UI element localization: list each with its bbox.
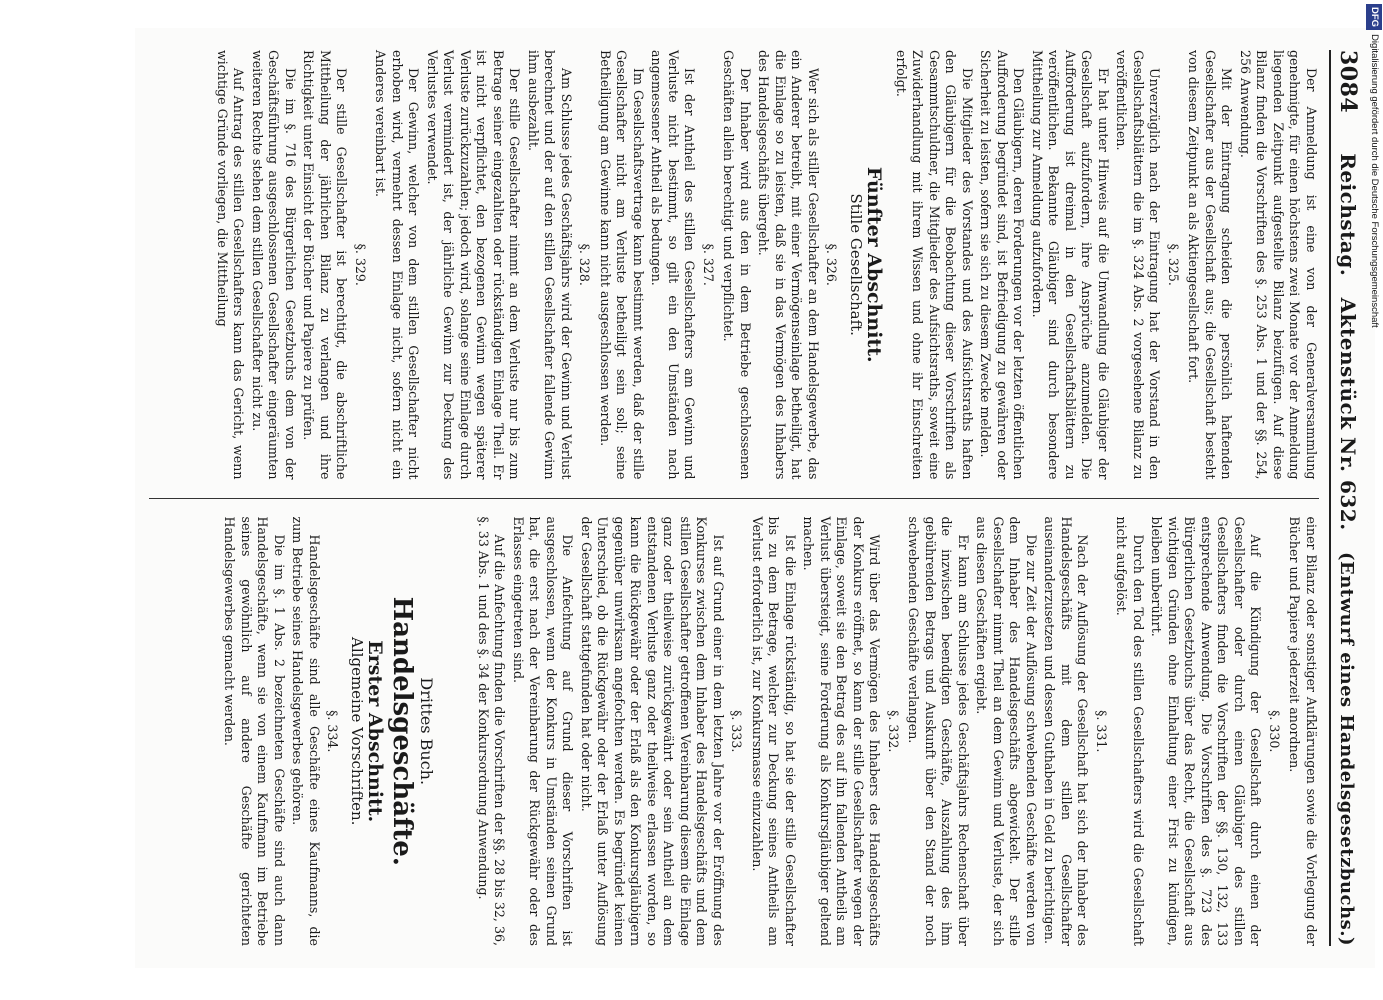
funding-note-text: Digitalisierung gefördert durch die Deutsche Forschungsgemeinschaft (1369, 34, 1380, 328)
paragraph: Mit der Eintragung scheiden die persönlich haftenden Gesellschafter aus der Gesellschaft aus; die Gesellschaft besteht von diesem Zeitpunkt an als Aktiengesellschaft fort. (1186, 50, 1235, 480)
left-column (149, 50, 1319, 480)
document-page (135, 28, 1375, 968)
paragraph: Der Anmeldung ist eine von der Generalversammlung genehmigte, für einen höchstens zwei Monate vor der Anmeldung liegenden Zeitpunkt aufgestellte Bilanz beizufügen. Auf diese Bilanz finden die Vorschriften des §. 253 Abs. 1 und der §§. 254, 256 Anwendung. (1238, 50, 1319, 480)
paragraph: Im Gesellschaftsvertrage kann bestimmt werden, daß der stille Gesellschafter nicht am Verluste betheiligt sein soll; seine Betheiligung am Gewinne kann nicht ausgeschlossen werden. (598, 50, 646, 480)
funding-note-text-row (1366, 4, 1382, 996)
paragraph: Handelsgeschäfte sind alle Geschäfte eines Kaufmanns, die zum Betriebe seines Handelsgewerbes gehören. (290, 516, 322, 946)
paragraph: Die Mitglieder des Vorstandes und des Aufsichtsraths haften den Gläubigern für die Beobachtung dieser Vorschriften als Gesammtschuldner, die Mitglieder des Aufsichtsraths, soweit eine Zuwiderhandlung mit ihrem Wissen und ohne ihr Einschreiten erfolgt. (894, 50, 975, 480)
paragraph: Den Gläubigern, deren Forderungen vor der letzten öffentlichen Aufforderung begründet sind, ist Befriedigung zu gewähren oder Sicherheit zu leisten, sofern sie sich zu diesem Zwecke melden. (978, 50, 1027, 480)
paragraph: Durch den Tod des stillen Gesellschafters wird die Gesellschaft nicht aufgelöst. (1114, 516, 1146, 946)
paragraph: einer Bilanz oder sonstiger Aufklärungen sowie die Vorlegung der Bücher und Papiere jederzeit anordnen. (1287, 516, 1319, 946)
paragraph: Auf die Kündigung der Gesellschaft durch einen der Gesellschafter oder durch einen Gläubiger des stillen Gesellschafters finden die Vorschriften der §§. 130, 132, 133 entsprechende Anwendung. Die Vorschriften des §. 723 des Bürgerlichen Gesetzbuchs über das Recht, die Gesellschaft aus wichtigen Gründen ohne Einhaltung einer Frist zu kündigen, bleiben unberührt. (1149, 516, 1264, 946)
paragraph: Die Anfechtung auf Grund dieser Vorschriften ist ausgeschlossen, wenn der Konkurs in Umständen seinen Grund hat, die erst nach der Vereinbarung der Rückgewähr oder des Erlasses eingetreten sind. (511, 516, 576, 946)
paragraph: Er hat unter Hinweis auf die Umwandlung die Gläubiger der Gesellschaft aufzufordern, ihre Ansprüche anzumelden. Die Aufforderung ist dreimal in den Gesellschaftsblättern zu veröffentlichen. Bekannte Gläubiger sind durch besondere Mittheilung zur Anmeldung aufzufordern. (1030, 50, 1111, 480)
header-left-title: Reichstag. (1336, 153, 1360, 277)
paragraph: Auf Antrag des stillen Gesellschafters kann das Gericht, wenn wichtige Gründe vorliegen, die Mittheilung (215, 50, 247, 480)
right-column (149, 517, 1319, 947)
paragraph: Der Inhaber wird aus den in dem Betriebe geschlossenen Geschäften allein berechtigt und verpflichtet. (721, 50, 753, 480)
paragraph: Am Schlusse jedes Geschäftsjahrs wird der Gewinn und Verlust berechnet und der auf den stillen Gesellschafter fallende Gewinn ihm ausbezahlt. (526, 50, 574, 480)
paragraph: Wer sich als stiller Gesellschafter an dem Handelsgewerbe, das ein Anderer betreibt, mit einer Vermögenseinlage betheiligt, hat die Einlage so zu leisten, daß sie in das Vermögen des Inhabers des Handelsgeschäfts übergeht. (756, 50, 821, 480)
paragraph: Er kann am Schlusse jedes Geschäftsjahrs Rechenschaft über die inzwischen beendigten Geschäfte, Auszahlung des ihm gebührenden Betrags und Auskunft über den Stand der noch schwebenden Geschäfte verlangen. (906, 516, 971, 946)
paragraph: Die zur Zeit der Auflösung schwebenden Geschäfte werden von dem Inhaber des Handelsgeschäfts abgewickelt. Der stille Gesellschafter nimmt Theil an dem Gewinn und Verluste, der sich aus diesen Geschäften ergiebt. (974, 516, 1039, 946)
page-header (1329, 50, 1361, 946)
column-divider (149, 498, 1319, 499)
chapter-subheading: Allgemeine Vorschriften. (348, 637, 366, 826)
paragraph: Nach der Auflösung der Gesellschaft hat sich der Inhaber des Handelsgeschäfts mit dem stillen Gesellschafter auseinanderzusetzen und dessen Guthaben in Geld zu berichtigen. (1042, 516, 1091, 946)
section-number: §. 327. (701, 243, 716, 286)
chapter-subheading: Stille Gesellschaft. (847, 193, 865, 336)
paragraph: Unverzüglich nach der Eintragung hat der Vorstand in den Gesellschaftsblättern die im §. 324 Abs. 2 vorgesehene Bilanz zu veröffentlichen. (1114, 50, 1163, 480)
section-number: §. 329. (353, 243, 368, 286)
chapter-heading: Erster Abschnitt. (364, 640, 387, 823)
section-number: §. 332. (886, 710, 901, 753)
paragraph: Der Gewinn, welcher von dem stillen Gesellschafter nicht erhoben wird, vermehrt dessen Einlage nicht, sofern nicht ein Anderes vereinbart ist. (373, 50, 422, 480)
text-columns (149, 50, 1319, 946)
section-number: §. 325. (1166, 243, 1181, 286)
book-title: Handelsgeschäfte. (387, 596, 417, 866)
paragraph: Ist auf Grund einer in dem letzten Jahre vor der Eröffnung des Konkurses zwischen dem Inhaber des Handelsgeschäfts und dem stillen Gesellschafter getroffenen Vereinbarung diesem die Einlage ganz oder theilweise zurückgewährt oder sein Antheil an dem entstandenen Verluste ganz oder theilweise erlassen worden, so kann die Rückgewähr oder der Erlaß als den Konkursgläubigern gegenüber unwirksam angefochten werden. Es begründet keinen Unterschied, ob die Rückgewähr oder der Erlaß unter Auflösung der Gesellschaft stattgefunden hat oder nicht. (579, 516, 726, 946)
paragraph: Ist der Antheil des stillen Gesellschafters am Gewinn und Verluste nicht bestimmt, so gilt ein den Umständen nach angemessener Antheil als bedungen. (649, 50, 698, 480)
paragraph: Auf die Anfechtung finden die Vorschriften der §§. 28 bis 32, 36, §. 33 Abs. 1 und des §. 34 der Konkursordnung Anwendung. (476, 516, 508, 946)
paragraph: Der stille Gesellschafter ist berechtigt, die abschriftliche Mittheilung der jährlichen Bilanz zu verlangen und ihre Richtigkeit unter Einsicht der Bücher und Papiere zu prüfen. (301, 50, 350, 480)
section-number: §. 331. (1094, 710, 1109, 753)
page-number: 3084 (1335, 50, 1361, 114)
header-center-title: Aktenstück Nr. 632. (1336, 297, 1360, 531)
book-heading: Drittes Buch. (417, 677, 437, 786)
paragraph: Die im §. 716 des Bürgerlichen Gesetzbuchs dem von der Geschäftsführung ausgeschlossenen Gesellschafter eingeräumten weiteren Rechte stehen dem stillen Gesellschafter nicht zu. (250, 50, 298, 480)
funding-note (1366, 4, 1382, 996)
dfg-logo: DFG (1366, 4, 1382, 30)
section-number: §. 334. (325, 710, 341, 753)
section-number: §. 326. (824, 243, 840, 286)
section-number: §. 328. (577, 243, 593, 286)
paragraph: Der stille Gesellschafter nimmt an dem Verluste nur bis zum Betrage seiner eingezahlten oder rückständigen Einlage Theil. Er ist nicht verpflichtet, den bezogenen Gewinn wegen späterer Verluste zurückzuzahlen; jedoch wird, solange seine Einlage durch Verlust vermindert ist, der jährliche Gewinn zur Deckung des Verlustes verwendet. (425, 50, 523, 480)
section-number: §. 330. (1267, 710, 1282, 753)
paragraph: Die im §. 1 Abs. 2 bezeichneten Geschäfte sind auch dann Handelsgeschäfte, wenn sie von einem Kaufmann im Betriebe seines gewöhnlich auf andere Geschäfte gerichteten Handelsgewerbes gemacht werden. (222, 516, 287, 946)
paragraph: Wird über das Vermögen des Inhabers des Handelsgeschäfts der Konkurs eröffnet, so kann der stille Gesellschafter wegen der Einlage, soweit sie den Betrag des auf ihn fallenden Antheils am Verlust übersteigt, seine Forderung als Konkursgläubiger geltend machen. (801, 516, 883, 946)
chapter-heading: Fünfter Abschnitt. (863, 166, 886, 363)
header-right-title: (Entwurf eines Handelsgesetzbuchs.) (1336, 551, 1357, 946)
section-number: §. 333. (729, 710, 745, 753)
paragraph: Ist die Einlage rückständig, so hat sie der stille Gesellschafter bis zu dem Betrage, welcher zur Deckung seines Antheils am Verlust erforderlich ist, zur Konkursmasse einzuzahlen. (750, 516, 798, 946)
